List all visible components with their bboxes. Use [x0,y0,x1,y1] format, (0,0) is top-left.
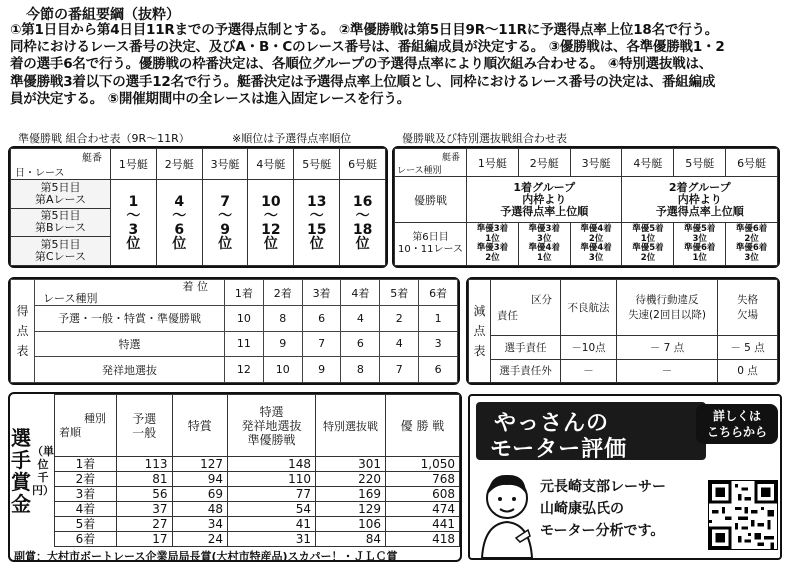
prize-value: 69 [172,487,228,502]
prize-value: 113 [117,457,173,472]
penalty-col-header: 不良航法 [561,280,617,336]
prize-value: 48 [172,502,228,517]
prize-side-label: 選 手 賞 金 [11,425,31,516]
prize-value: 27 [117,517,173,532]
final-boat-header: 5号艇 [674,149,726,177]
penalty-row-label: 選手責任外 [491,359,561,383]
prize-col-header: 予選 一般 [117,395,173,457]
penalty-value: － [561,359,617,383]
prize-footer: 副賞：大村市ボートレース企業局局長賞(大村市特産品)スカパー！・ＪＬＣ賞 [14,550,398,563]
semi-note: ※順位は予選得点率順位 [232,132,352,145]
final-boat-header: 2号艇 [518,149,570,177]
penalty-table [466,277,780,385]
prize-value: 169 [316,487,386,502]
points-value: 7 [380,357,419,383]
points-value: 7 [302,331,341,357]
page-title: 今節の番組要綱（抜粋） [26,7,180,23]
prize-place: 4着 [55,502,117,517]
points-place-header: 4着 [341,280,380,306]
prize-value: 54 [228,502,316,517]
final-special-cell: 準優4着 2位 準優4着 3位 [570,223,622,266]
semi-boat-header: 1号艇 [111,149,157,180]
prize-place: 2着 [55,472,117,487]
points-value: 6 [341,331,380,357]
points-place-header: 2着 [263,280,302,306]
ad-more-bubble[interactable]: 詳しくは こちらから [696,404,778,444]
points-value: 9 [263,331,302,357]
semi-rank-cell: 16 ～ 18 位 [340,180,386,266]
outline-line: ①第1日目から第4日目11Rまでの予選得点制とする。 ②準優勝戦は第5日目9R～11Rに予選得点率上位18名で行う。 [10,22,719,38]
prize-corner: 種別 着順 [55,395,117,457]
semi-race-b: 第5日目 第Bレース [11,208,111,237]
points-side-label: 得 点 表 [11,280,35,383]
semi-rank-cell: 7 ～ 9 位 [202,180,248,266]
semi-boat-header: 6号艇 [340,149,386,180]
semi-corner-bottom: 日・レース [15,168,65,179]
prize-value: 94 [172,472,228,487]
final-special-cell: 準優3着 3位 準優4着 1位 [518,223,570,266]
final-boat-header: 4号艇 [622,149,674,177]
prize-value: 31 [228,532,316,547]
penalty-value: 0 点 [718,359,778,383]
semi-boat-header: 3号艇 [202,149,248,180]
prize-value: 84 [316,532,386,547]
final-group2: 2着グループ 内枠より 予選得点率上位順 [622,177,778,223]
semi-rank-cell: 10 ～ 12 位 [248,180,294,266]
prize-value: 608 [386,487,460,502]
penalty-col-header: 失格 欠場 [718,280,778,336]
penalty-corner: 区分 責任 [491,280,561,336]
final-boat-header: 6号艇 [726,149,778,177]
points-table [8,277,460,385]
semi-race-c: 第5日目 第Cレース [11,237,111,266]
points-value: 6 [302,306,341,332]
semi-rank-cell: 13 ～ 15 位 [294,180,340,266]
final-group1: 1着グループ 内枠より 予選得点率上位順 [467,177,622,223]
prize-value: 220 [316,472,386,487]
points-value: 4 [341,306,380,332]
prize-col-header: 特別選抜戦 [316,395,386,457]
points-place-header: 6着 [419,280,458,306]
points-value: 8 [341,357,380,383]
outline-line: 着の選手6名で行う。優勝戦の枠番決定は、各順位グループの予選得点率により順次組み合わせる。 ④特別選抜戦は、 [10,56,713,73]
ad-title-line1: やっさんの [494,411,610,436]
outline-line: 同枠におけるレース番号の決定、及びA・B・Cのレース番号は、番組編成員が決定する。 ③優勝戦は、各準優勝戦1・2 [10,39,725,56]
points-value: 3 [419,331,458,357]
points-place-header: 3着 [302,280,341,306]
penalty-value: － 5 点 [718,336,778,360]
points-value: 6 [419,357,458,383]
semi-boat-header: 2号艇 [156,149,202,180]
prize-value: 441 [386,517,460,532]
prize-place: 5着 [55,517,117,532]
outline-line: 員が決定する。 ⑤開催期間中の全レースは進入固定レースを行う。 [10,90,411,107]
points-value: 2 [380,306,419,332]
ad-title-line2: モーター評価 [490,437,628,462]
points-value: 12 [225,357,264,383]
ad-description: 元長崎支部レーサー 山崎康弘氏の モーター分析です。 [540,479,666,539]
motor-review-ad[interactable] [468,394,782,560]
prize-value: 34 [172,517,228,532]
final-corner: 艇番 レース種別 [395,149,467,177]
ad-banner [476,402,706,460]
prize-value: 81 [117,472,173,487]
points-row-label: 予選・一般・特賞・準優勝戦 [35,306,225,332]
points-place-header: 1着 [225,280,264,306]
prize-value: 1,050 [386,457,460,472]
points-row-label: 発祥地選抜 [35,357,225,383]
final-special-label: 第6日目 10・11レース [395,223,467,266]
qr-code-icon[interactable] [708,480,778,550]
prize-value: 56 [117,487,173,502]
points-value: 9 [302,357,341,383]
semi-corner-top: 艇番 [82,153,102,164]
prize-place: 6着 [55,532,117,547]
prize-value: 77 [228,487,316,502]
prize-value: 127 [172,457,228,472]
final-boat-header: 3号艇 [570,149,622,177]
program-outline [10,22,780,108]
prize-value: 110 [228,472,316,487]
prize-value: 24 [172,532,228,547]
semi-rank-cell: 4 ～ 6 位 [156,180,202,266]
prize-col-header: 特賞 [172,395,228,457]
penalty-side-label: 減 点 表 [469,280,491,383]
points-row-label: 特選 [35,331,225,357]
points-corner: 着 位 レース種別 [35,280,225,306]
final-row-label: 優勝戦 [395,177,467,223]
prize-place: 3着 [55,487,117,502]
points-value: 11 [225,331,264,357]
final-table [392,146,780,268]
points-value: 4 [380,331,419,357]
points-value: 8 [263,306,302,332]
prize-value: 148 [228,457,316,472]
semi-caption: 準優勝戦 組合わせ表（9R～11R） [18,132,190,145]
semi-final-table [8,146,388,268]
semi-boat-header: 4号艇 [248,149,294,180]
outline-line: 準優勝戦3着以下の選手12名で行う。艇番決定は予選得点率上位順とし、同枠におけるレース番号の決定は、番組編成 [10,73,716,90]
penalty-value: －10点 [561,336,617,360]
final-caption: 優勝戦及び特別選抜戦組合わせ表 [402,132,567,145]
points-value: 10 [225,306,264,332]
semi-race-a: 第5日目 第Aレース [11,180,111,209]
commentator-illustration [476,468,538,558]
final-special-cell: 準優5着 1位 準優5着 2位 [622,223,674,266]
prize-value: 301 [316,457,386,472]
prize-value: 474 [386,502,460,517]
penalty-value: － [617,359,718,383]
prize-place: 1着 [55,457,117,472]
prize-value: 418 [386,532,460,547]
points-value: 10 [263,357,302,383]
prize-table [8,392,462,562]
penalty-value: － 7 点 [617,336,718,360]
prize-value: 768 [386,472,460,487]
prize-value: 106 [316,517,386,532]
penalty-row-label: 選手責任 [491,336,561,360]
prize-col-header: 特選 発祥地選抜 準優勝戦 [228,395,316,457]
semi-boat-header: 5号艇 [294,149,340,180]
penalty-col-header: 待機行動違反 失速(2回目以降) [617,280,718,336]
prize-value: 41 [228,517,316,532]
semi-rank-cell: 1 ～ 3 位 [111,180,157,266]
final-boat-header: 1号艇 [467,149,519,177]
points-value: 1 [419,306,458,332]
final-special-cell: 準優5着 3位 準優6着 1位 [674,223,726,266]
points-place-header: 5着 [380,280,419,306]
prize-value: 37 [117,502,173,517]
final-special-cell: 準優3着 1位 準優3着 2位 [467,223,519,266]
prize-value: 17 [117,532,173,547]
final-special-cell: 準優6着 2位 準優6着 3位 [726,223,778,266]
prize-value: 129 [316,502,386,517]
semi-corner [11,149,111,180]
prize-col-header: 優 勝 戦 [386,395,460,457]
prize-unit: （単 位 千 円） [32,444,54,497]
